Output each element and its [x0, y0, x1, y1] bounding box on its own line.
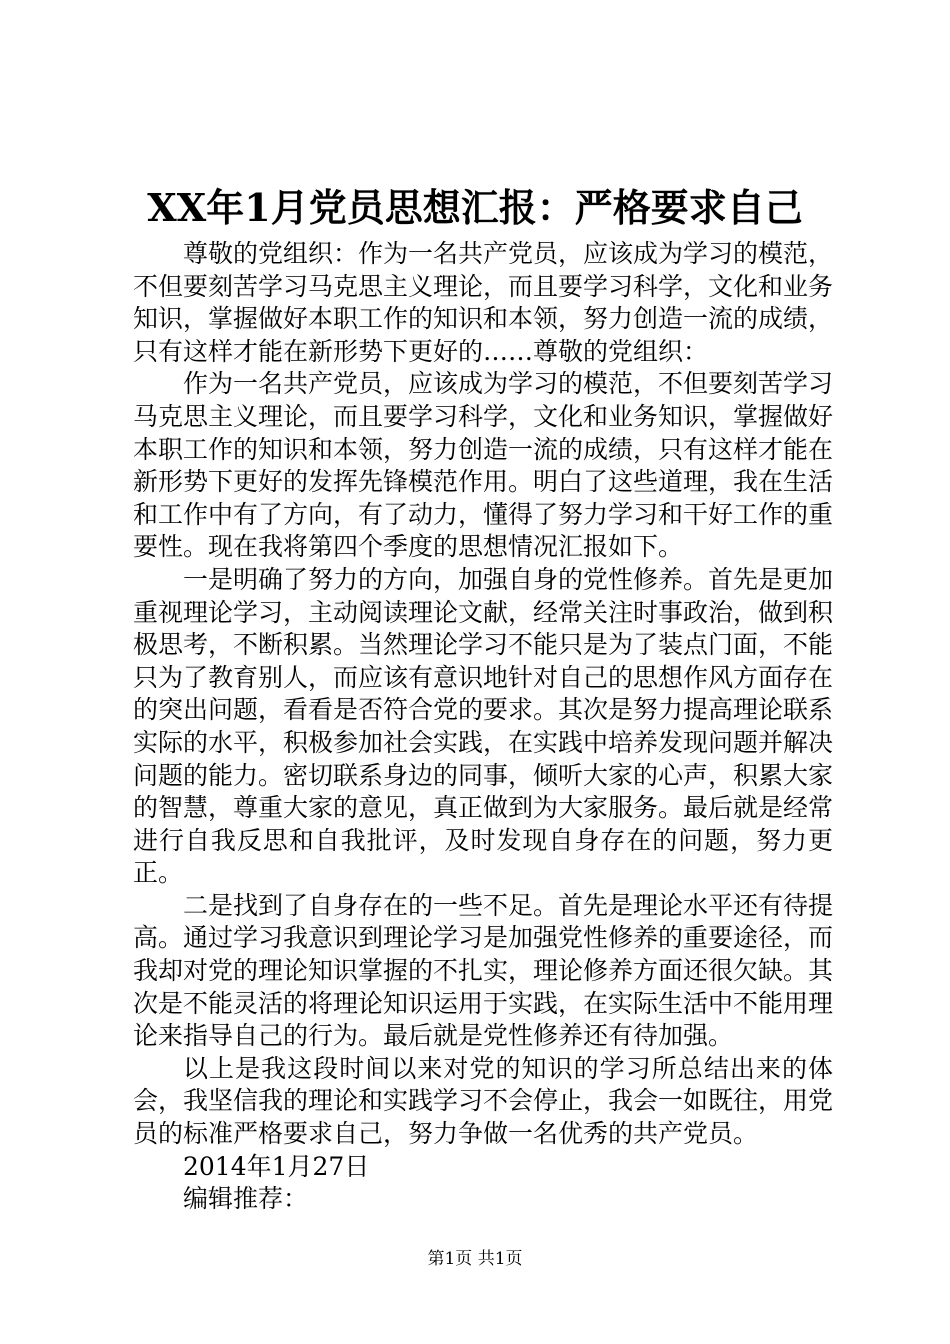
- paragraph-point-one: 一是明确了努力的方向，加强自身的党性修养。首先是更加重视理论学习，主动阅读理论文献，经常关注时事政治，做到积极思考，不断积累。当然理论学习不能只是为了装点门面，不能只为了教育别人，而应该有意识地针对自己的思想作风方面存在的突出问题，看看是否符合党的要求。其次是努力提高理论联系实际的水平，积极参加社会实践，在实践中培养发现问题并解决问题的能力。密切联系身边的同事，倾听大家的心声，积累大家的智慧，尊重大家的意见，真正做到为大家服务。最后就是经常进行自我反思和自我批评，及时发现自身存在的问题，努力更正。: [133, 564, 834, 888]
- editor-recommendation-label: 编辑推荐：: [183, 1184, 309, 1214]
- document-body: [133, 238, 833, 1216]
- paragraph-intro: 作为一名共产党员，应该成为学习的模范，不但要刻苦学习马克思主义理论，而且要学习科学，文化和业务知识，掌握做好本职工作的知识和本领，努力创造一流的成绩，只有这样才能在新形势下更好的发挥先锋模范作用。明白了这些道理，我在生活和工作中有了方向，有了动力，懂得了努力学习和干好工作的重要性。现在我将第四个季度的思想情况汇报如下。: [133, 369, 834, 562]
- page-footer: 第1页 共1页: [427, 1249, 523, 1269]
- page-title: XX年1月党员思想汇报：严格要求自己: [147, 185, 803, 230]
- paragraph-point-two: 二是找到了自身存在的一些不足。首先是理论水平还有待提高。通过学习我意识到理论学习是加强党性修养的重要途径，而我却对党的理论知识掌握的不扎实，理论修养方面还很欠缺。其次是不能灵活的将理论知识运用于实践，在实际生活中不能用理论来指导自己的行为。最后就是党性修养还有待加强。: [133, 890, 834, 1051]
- document-date: 2014年1月27日: [183, 1151, 370, 1181]
- paragraph-conclusion: 以上是我这段时间以来对党的知识的学习所总结出来的体会，我坚信我的理论和实践学习不会停止，我会一如既往，用党员的标准严格要求自己，努力争做一名优秀的共产党员。: [133, 1053, 834, 1149]
- paragraph-salutation: 尊敬的党组织：作为一名共产党员，应该成为学习的模范，不但要刻苦学习马克思主义理论，而且要学习科学，文化和业务知识，掌握做好本职工作的知识和本领，努力创造一流的成绩，只有这样才能在新形势下更好的……尊敬的党组织：: [133, 239, 834, 366]
